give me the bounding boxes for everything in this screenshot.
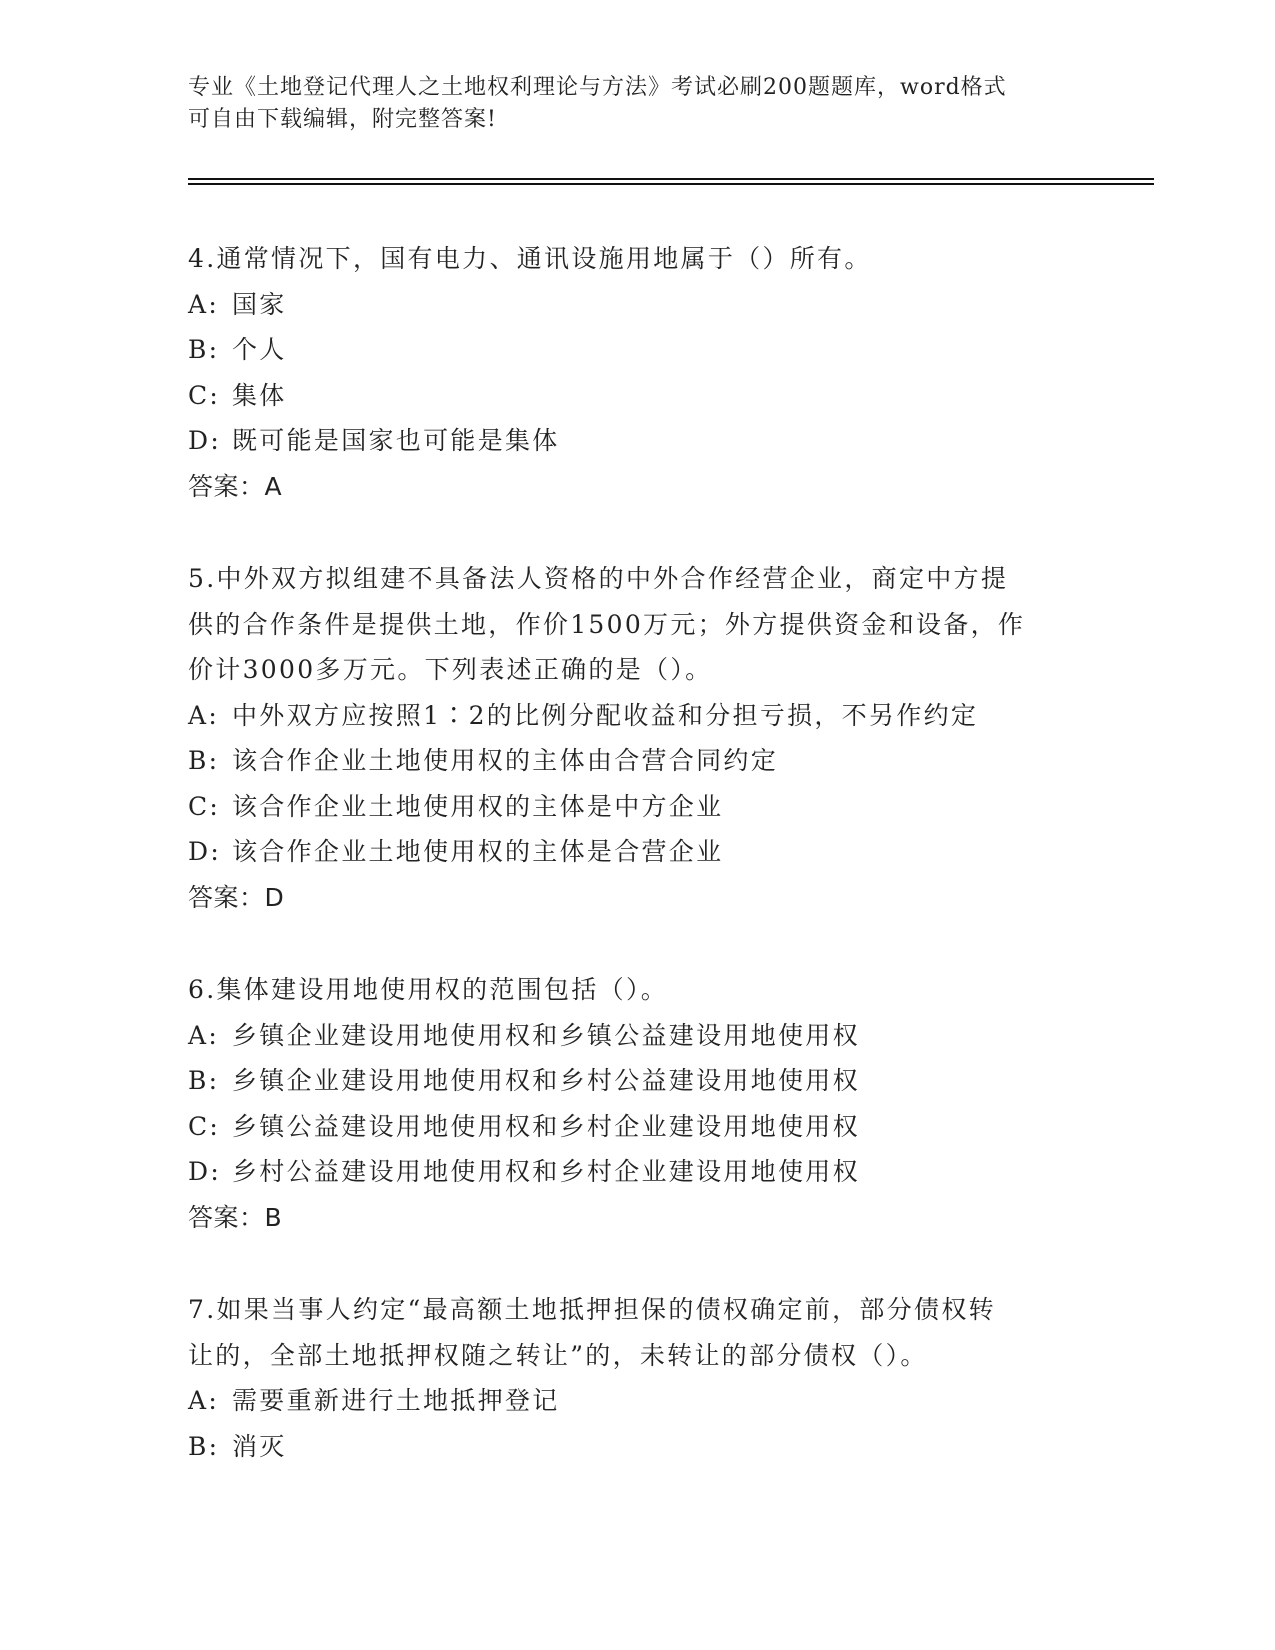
option-key: A:	[188, 1386, 220, 1415]
question-stem-line: 4.通常情况下，国有电力、通讯设施用地属于（）所有。	[188, 244, 872, 273]
header-title-line-1: 专业《土地登记代理人之土地权利理论与方法》考试必刷200题题库，word格式	[188, 75, 1007, 100]
option-text: 需要重新进行土地抵押登记	[232, 1386, 560, 1415]
answer-option	[188, 1104, 1088, 1150]
option-text: 既可能是国家也可能是集体	[232, 426, 560, 455]
option-key: C:	[188, 791, 221, 821]
option-text: 该合作企业土地使用权的主体由合营合同约定	[232, 746, 779, 775]
option-text: 消灭	[232, 1431, 287, 1461]
option-text: 该合作企业土地使用权的主体是中方企业	[232, 791, 724, 821]
answer-option	[188, 784, 1088, 830]
answer-option	[188, 1378, 1088, 1424]
option-key: B:	[188, 1066, 220, 1095]
question-stem-line: 5.中外双方拟组建不具备法人资格的中外合作经营企业，商定中方提	[188, 564, 1009, 593]
option-key: D:	[188, 426, 222, 455]
option-key: B:	[188, 335, 220, 364]
option-key: D:	[188, 837, 222, 866]
option-text: 乡镇企业建设用地使用权和乡村公益建设用地使用权	[232, 1066, 860, 1095]
question-item	[188, 1287, 1088, 1469]
option-text: 该合作企业土地使用权的主体是合营企业	[232, 837, 724, 866]
answer-option	[188, 1013, 1088, 1059]
option-text: 国家	[232, 289, 287, 319]
option-text: 乡镇公益建设用地使用权和乡村企业建设用地使用权	[232, 1111, 860, 1141]
question-stem-line: 价计3000多万元。下列表述正确的是（）。	[188, 655, 713, 684]
option-text: 个人	[232, 335, 287, 364]
answer-option	[188, 1424, 1088, 1470]
option-text: 乡村公益建设用地使用权和乡村企业建设用地使用权	[232, 1157, 860, 1186]
answer-option	[188, 418, 1088, 464]
question-stem-line: 供的合作条件是提供土地，作价1500万元；外方提供资金和设备，作	[188, 609, 1026, 639]
option-key: D:	[188, 1157, 222, 1186]
answer-option	[188, 829, 1088, 875]
answer-option	[188, 693, 1088, 739]
option-key: A:	[188, 700, 220, 730]
header-divider-bottom	[188, 183, 1154, 185]
question-item	[188, 236, 1088, 509]
answer-option	[188, 738, 1088, 784]
answer-option	[188, 373, 1088, 419]
answer-key: 答案：B	[188, 1202, 283, 1232]
question-item	[188, 967, 1088, 1240]
answer-option	[188, 327, 1088, 373]
option-key: B:	[188, 746, 220, 775]
question-stem-line: 6.集体建设用地使用权的范围包括（）。	[188, 975, 669, 1004]
option-text: 中外双方应按照1∶2的比例分配收益和分担亏损，不另作约定	[232, 700, 979, 730]
answer-option	[188, 1149, 1088, 1195]
option-key: C:	[188, 380, 221, 410]
option-key: B:	[188, 1431, 220, 1461]
document-header	[188, 72, 1068, 136]
header-divider-top	[188, 178, 1154, 180]
answer-option	[188, 282, 1088, 328]
question-item	[188, 556, 1088, 920]
option-key: A:	[188, 289, 220, 319]
option-key: C:	[188, 1111, 221, 1141]
question-stem-line: 让的，全部土地抵押权随之转让”的，未转让的部分债权（）。	[188, 1340, 928, 1370]
question-list	[188, 236, 1088, 1516]
answer-key: 答案：A	[188, 471, 283, 501]
option-text: 集体	[232, 380, 287, 410]
option-key: A:	[188, 1020, 220, 1050]
option-text: 乡镇企业建设用地使用权和乡镇公益建设用地使用权	[232, 1020, 860, 1050]
answer-key: 答案：D	[188, 882, 285, 912]
answer-option	[188, 1058, 1088, 1104]
header-title-line-2: 可自由下载编辑，附完整答案!	[188, 107, 497, 132]
question-stem-line: 7.如果当事人约定“最高额土地抵押担保的债权确定前，部分债权转	[188, 1295, 996, 1324]
